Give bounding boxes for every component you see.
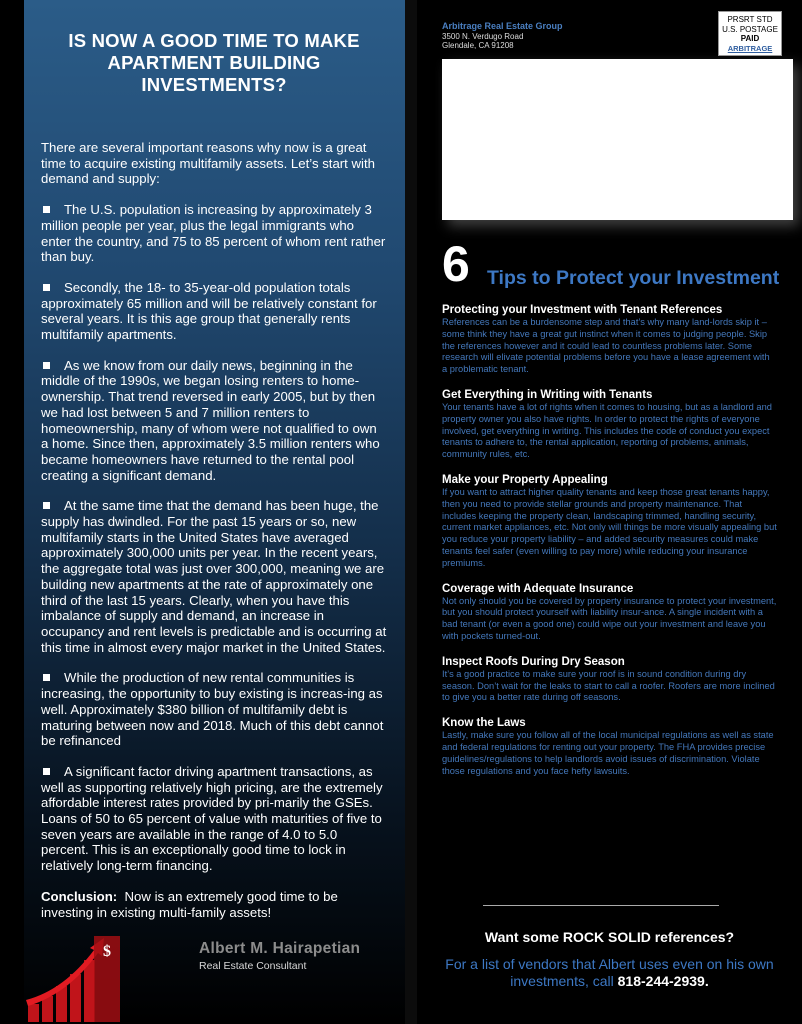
postage-line: PRSRT STD: [727, 15, 773, 24]
tip-heading: Make your Property Appealing: [442, 473, 608, 486]
tip-body: References can be a burdensome step and that’s why many land-lords skip it – some think they have a great gut instinct when it comes to judging people. Skip the references however and it could lead to countless problems later. Some research will elivate potential problems before you have a lease agreement with a problematic tenant.: [442, 317, 770, 375]
bullet-paragraph: At the same time that the demand has been huge, the supply has dwindled. For the past 15 years or so, new multifamily starts in the United States have averaged approximately 300,000 units per year. In the recent years, the aggregate total was just over 300,000, meaning we are building new apartments at the rate of approximately one third of the last 15 years. Clearly, when you have this imbalance of supply and demand, an increase in occupancy and rent levels is predictable and is occurring at this time in almost every major market in the United States.: [41, 498, 387, 655]
rising-dollar-chart-icon: [24, 920, 124, 1024]
bullet-paragraph: Secondly, the 18- to 35-year-old population totals approximately 65 million and will be relatively constant for several years. It is this age group that generally rents multifamily apartments.: [41, 279, 377, 343]
tip-heading: Know the Laws: [442, 717, 526, 730]
article-title: IS NOW A GOOD TIME TO MAKE APARTMENT BUILDING INVESTMENTS?: [68, 30, 360, 95]
cta-text-block: [432, 956, 787, 990]
return-company: Arbitrage Real Estate Group: [442, 21, 563, 31]
cta-headline: Want some ROCK SOLID references?: [484, 929, 735, 945]
tip-body: Your tenants have a lot of rights when it comes to housing, but as a landlord and property owner you also have rights. In order to protect the rights of everyone involved, get everything in writing. This includes the code of conduct you expect tenants to adhere to, the rental application, reporting of problems, animals, community rules, etc.: [442, 401, 772, 460]
bullet-paragraph: The U.S. population is increasing by approximately 3 million people per year, plus the legal immigrants who enter the country, and 75 to 85 percent of whom rent rather than buy.: [41, 202, 386, 265]
conclusion-paragraph: [41, 889, 387, 920]
bullet-square-icon: [43, 502, 50, 509]
left-column: [24, 0, 405, 1024]
signature-block: [199, 940, 360, 972]
tips-number: 6: [442, 236, 470, 292]
right-column: [417, 0, 802, 1024]
fold-divider: [405, 0, 417, 1024]
tip-body: If you want to attract higher quality tenants and keep those great tenants happy, then you need to provide stellar grounds and property maintenance. That includes keeping the property clean, landscaping trimmed, handling security, current market appliances, etc. Not only will things be more visually appealing but you reduce your property liability – and added security measures could make tenants feel safer (even willing to pay more) while reducing your insurance premiums.: [442, 486, 777, 568]
tip-heading: Coverage with Adequate Insurance: [442, 582, 634, 595]
postage-line: U.S. POSTAGE: [722, 24, 778, 34]
tip-item: [442, 303, 777, 376]
tip-item: [442, 473, 777, 570]
tip-heading: Inspect Roofs During Dry Season: [442, 655, 625, 668]
tip-item: [442, 582, 777, 643]
tips-list: [442, 303, 777, 789]
divider-line: [483, 905, 719, 906]
tip-heading: Protecting your Investment with Tenant References: [442, 304, 723, 316]
bullet-square-icon: [43, 284, 50, 291]
tip-heading: Get Everything in Writing with Tenants: [442, 388, 653, 401]
bullet-square-icon: [43, 768, 50, 775]
postage-line: PAID: [740, 34, 760, 43]
phone-number[interactable]: 818-244-2939.: [617, 973, 709, 989]
return-street: 3500 N. Verdugo Road: [442, 31, 524, 41]
tip-body: It’s a good practice to make sure your roof is in sound condition during dry season. Don’t wait for the leaks to start to call a roofer. Roofers are more inclined to give you a better rate during off seasons.: [442, 668, 775, 703]
dollar-sign-label: $: [103, 943, 111, 960]
bullet-square-icon: [43, 362, 50, 369]
tip-body: Not only should you be covered by property insurance to protect your investment, but you should protect yourself with liability insur-ance. A single incident with a bad tenant (or even a good one) could wipe out your investment and leave you with pockets turned-out.: [442, 595, 777, 641]
postage-indicia: [718, 11, 782, 56]
return-address: [442, 22, 563, 51]
tip-item: [442, 388, 777, 461]
postage-arbitrage-label: ARBITRAGE: [727, 43, 773, 53]
tips-title: Tips to Protect your Investment: [487, 267, 780, 289]
address-label-area: [442, 59, 793, 220]
return-city: Glendale, CA 91208: [442, 41, 514, 50]
signature-role: Real Estate Consultant: [199, 960, 307, 972]
conclusion-label: Conclusion:: [41, 888, 118, 904]
bullet-paragraph: A significant factor driving apartment transactions, as well as supporting relatively high pricing, are the extremely affordable interest rates provided by pri-marily the GSEs. Loans of 50 to 65 percent of value with maturities of five to seven years are available in the range of 4.0 to 5.0 percent. This is an exceptionally good time to lock in relatively long-term financing.: [41, 763, 383, 874]
tip-item: [442, 716, 777, 777]
signature-name: Albert M. Hairapetian: [199, 940, 361, 957]
conclusion-text: Now is an extremely good time to be investing in existing multi-family assets!: [41, 888, 338, 920]
intro-paragraph: There are several important reasons why now is a great time to acquire existing multifamily assets. Let’s start with demand and supply:: [41, 140, 375, 187]
tip-item: [442, 655, 777, 704]
bullet-paragraph: While the production of new rental communities is increasing, the opportunity to buy existing is increas-ing as well. Approximately $380 billion of multifamily debt is maturing between now and 2018. Much of this debt cannot be refinanced: [41, 670, 384, 749]
bullet-square-icon: [43, 206, 50, 213]
bullet-paragraph: As we know from our daily news, beginning in the middle of the 1990s, we began losing renters to home-ownership. That trend reversed in early 2005, but by then we had lost between 5 and 7 million renters to homeownership, many of whom were not qualified to own a home. Since then, approximately 3.5 million renters who became homeowners have returned to the rental pool creating a significant demand.: [41, 357, 380, 483]
bullet-square-icon: [43, 674, 50, 681]
tip-body: Lastly, make sure you follow all of the local municipal regulations as well as state and federal regulations for renting out your property. The FHA provides precise guidelines/regulations to help landlords avoid issues of discrimination. Violate those regulations and you face hefty lawsuits.: [442, 730, 774, 776]
cta-text: For a list of vendors that Albert uses even on his own investments, call: [445, 956, 774, 989]
